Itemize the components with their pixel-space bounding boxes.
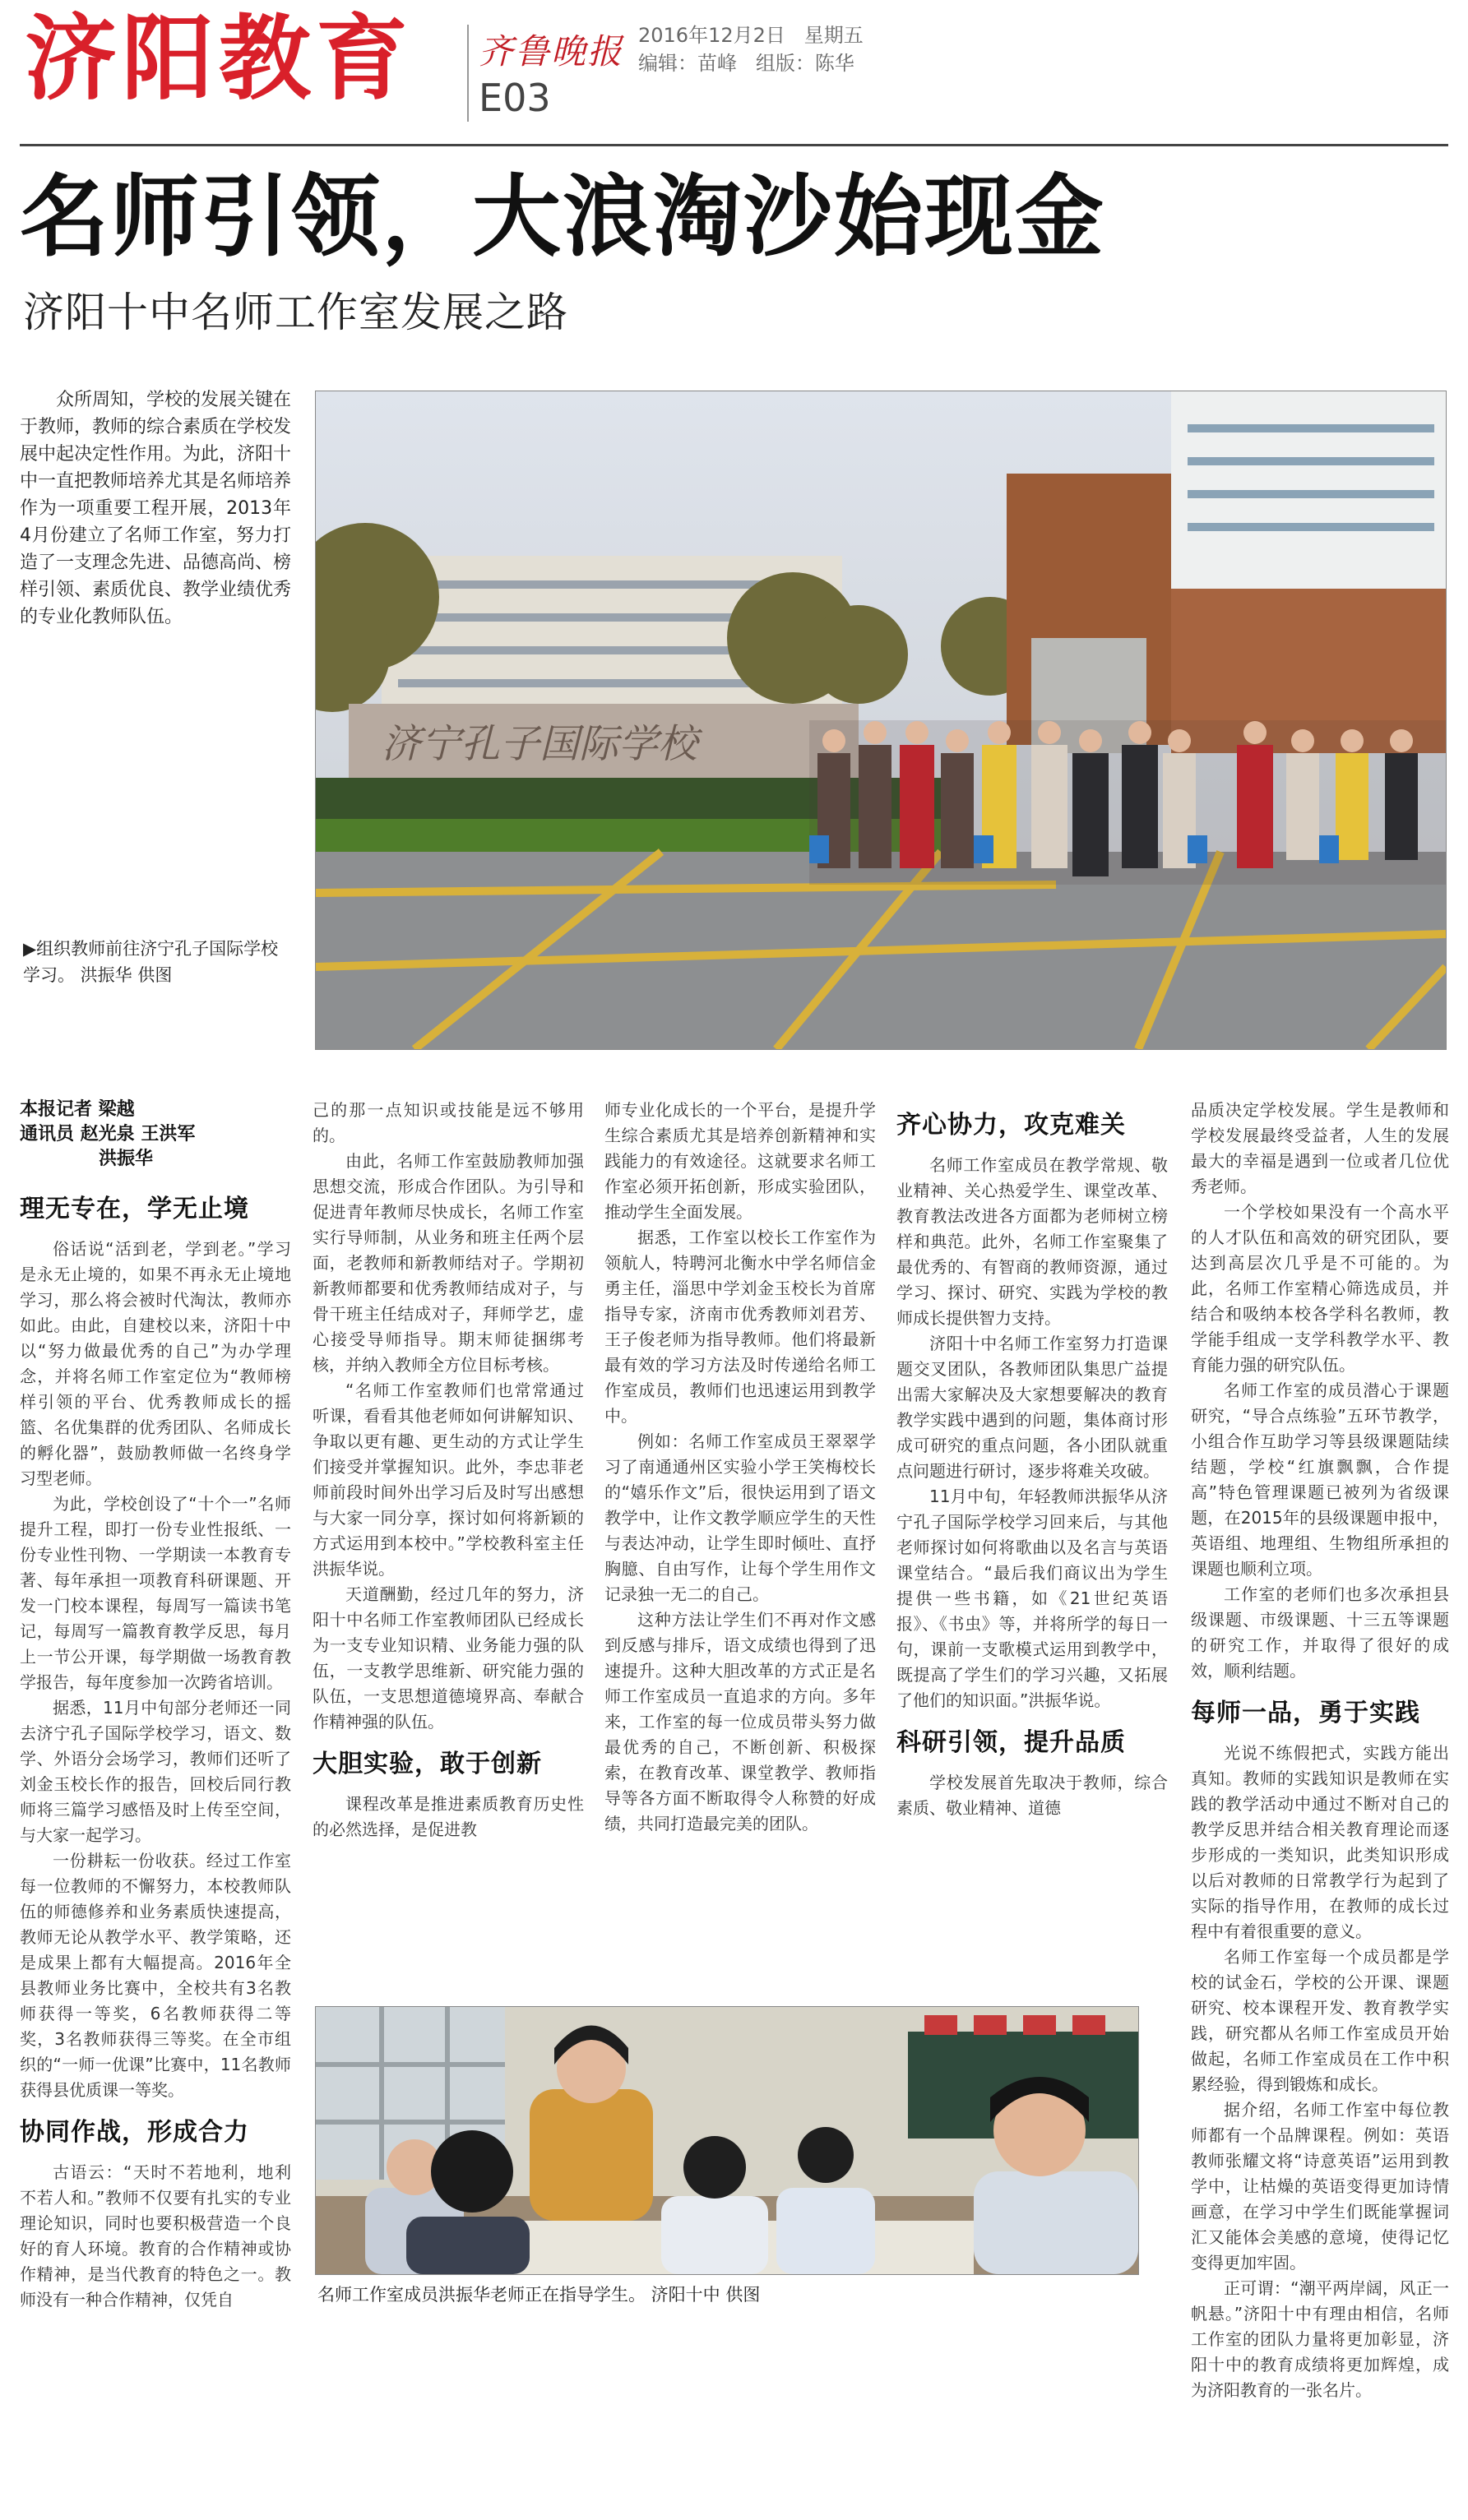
paragraph: 品质决定学校发展。学生是教师和学校发展最终受益者，人生的发展最大的幸福是遇到一位或者几位优秀老师。 bbox=[1191, 1100, 1449, 1196]
photo1-caption: ▶组织教师前往济宁孔子国际学校学习。 洪振华 供图 bbox=[23, 939, 279, 985]
paragraph: 天道酬勤，经过几年的努力，济阳十中名师工作室教师团队已经成长为一支专业知识精、业务能力强的队伍，一支教学思维新、研究能力强的队伍，一支思想道德境界高、奉献合作精神强的队伍。 bbox=[313, 1584, 584, 1732]
section-title: 济阳教育 bbox=[25, 6, 413, 113]
paragraph: 工作室的老师们也多次承担县级课题、市级课题、十三五等课题的研究工作，并取得了很好的成效，顺利结题。 bbox=[1191, 1584, 1449, 1681]
section-heading: 科研引领，提升品质 bbox=[896, 1728, 1126, 1757]
article-headline: 名师引领，大浪淘沙始现金 bbox=[20, 166, 1106, 269]
paragraph: 名师工作室的成员潜心于课题研究，“导合点练验”五环节教学，小组合作互助学习等县级课题陆续结题，学校“红旗飘飘，合作提高”特色管理课题已被列为省级课题，在2015年的县级课题申报中，英语组、地理组、生物组所承担的课题也顺利立项。 bbox=[1191, 1380, 1449, 1579]
paragraph: 为此，学校创设了“十个一”名师提升工程，即打一份专业性报纸、一份专业性刊物、一学期读一本教育专著、每年承担一项教育科研课题、开发一门校本课程，每周写一篇读书笔记，每周写一篇教育教学反思，每月上一节公开课，每学期做一场教育教学报告，每年度参加一次跨省培训。 bbox=[20, 1494, 291, 1692]
paragraph: 正可谓：“潮平两岸阔，风正一帆悬。”济阳十中有理由相信，名师工作室的团队力量将更加彰显，济阳十中的教育成绩将更加辉煌，成为济阳教育的一张名片。 bbox=[1191, 2278, 1449, 2400]
layout-credit: 组版：陈华 bbox=[755, 52, 854, 75]
reporter-byline bbox=[20, 1098, 291, 1172]
byline-correspondent-2: 洪振华 bbox=[99, 1149, 154, 1169]
newspaper-logo: 齐鲁晚报 bbox=[479, 31, 624, 72]
section-heading: 每师一品，勇于实践 bbox=[1191, 1699, 1420, 1727]
paragraph: 学校发展首先取决于教师，综合素质、敬业精神、道德 bbox=[896, 1773, 1168, 1818]
paragraph: 11月中旬，年轻教师洪振华从济宁孔子国际学校学习回来后，与其他老师探讨如何将歌曲以及名言与英语课堂结合。“最后我们商议出为学生提供一些书籍，如《21世纪英语报》、《书虫》等，并将所学的每日一句，课前一支歌模式运用到教学中，既提高了学生们的学习兴趣，又拓展了他们的知识面。”洪振华说。 bbox=[896, 1487, 1168, 1710]
paragraph: “名师工作室教师们也常常通过听课，看看其他老师如何讲解知识、争取以更有趣、更生动的方式让学生们接受并掌握知识。此外，李忠菲老师前段时间外出学习后及时写出感想与大家一同分享，探讨如何将新颖的方式运用到本校中。”学校教科室主任洪振华说。 bbox=[313, 1380, 584, 1579]
column-2 bbox=[313, 1098, 584, 1843]
paragraph: 名师工作室每一个成员都是学校的试金石，学校的公开课、课题研究、校本课程开发、教育教学实践，研究都从名师工作室成员开始做起，名师工作室成员在工作中积累经验，得到锻炼和成长。 bbox=[1191, 1947, 1449, 2094]
issue-meta bbox=[638, 21, 864, 77]
byline-correspondent: 通讯员 赵光泉 王洪军 bbox=[20, 1124, 196, 1144]
paragraph: 名师工作室成员在教学常规、敬业精神、关心热爱学生、课堂改革、教育教法改进各方面都为老师树立榜样和典范。此外，名师工作室聚集了最优秀的、有智商的教师资源，通过学习、探讨、研究、实践为学校的教师成长提供智力支持。 bbox=[896, 1155, 1168, 1328]
column-5 bbox=[1191, 1098, 1449, 2403]
classroom-photo-illustration bbox=[316, 2007, 1138, 2274]
paragraph: 课程改革是推进素质教育历史性的必然选择，是促进教 bbox=[313, 1794, 584, 1839]
paragraph: 一个学校如果没有一个高水平的人才队伍和高效的研究团队，要达到高层次几乎是不可能的。为此，名师工作室精心筛选成员，并结合和吸纳本校各学科名教师，教学能手组成一支学科教学水平、教育能力强的研究队伍。 bbox=[1191, 1202, 1449, 1375]
paragraph: 古语云：“天时不若地利，地利不若人和。”教师不仅要有扎实的专业理论知识，同时也要积极营造一个良好的育人环境。教育的合作精神或协作精神，是当代教育的特色之一。教师没有一种合作精神，仅凭自 bbox=[20, 2162, 291, 2310]
column-1 bbox=[20, 1098, 291, 2313]
group-photo-illustration bbox=[316, 391, 1446, 1049]
photo2-caption: 名师工作室成员洪振华老师正在指导学生。 济阳十中 供图 bbox=[317, 2285, 761, 2305]
paragraph: 据悉，工作室以校长工作室作为领航人，特聘河北衡水中学名师信金勇主任，淄思中学刘金玉校长为首席指导专家，济南市优秀教师刘君芳、王子俊老师为指导教师。他们将最新最有效的学习方法及时传递给名师工作室成员，教师们也迅速运用到教学中。 bbox=[604, 1228, 876, 1426]
paragraph: 由此，名师工作室鼓励教师加强思想交流，形成合作团队。为引导和促进青年教师尽快成长，名师工作室实行导师制，从业务和班主任两个层面，老教师和新教师结对子。学期初新教师都要和优秀教师结成对子，与骨干班主任结成对子，拜师学艺，虚心接受导师指导。期末师徒捆绑考核，并纳入教师全方位目标考核。 bbox=[313, 1151, 584, 1375]
paragraph: 己的那一点知识或技能是远不够用的。 bbox=[313, 1100, 584, 1145]
paragraph: 据介绍，名师工作室中每位教师都有一个品牌课程。例如：英语教师张耀文将“诗意英语”运用到教学中，让枯燥的英语变得更加诗情画意，在学习中学生们既能掌握词汇又能体会美感的意境，使得记忆变得更加牢固。 bbox=[1191, 2100, 1449, 2273]
paragraph: 这种方法让学生们不再对作文感到反感与排斥，语文成绩也得到了迅速提升。这种大胆改革的方式正是名师工作室成员一直追求的方向。多年来，工作室的每一位成员带头努力做最优秀的自己，不断创新、积极探索，在教育改革、课堂教学、教师指导等各方面不断取得令人称赞的好成绩，共同打造最完美的团队。 bbox=[604, 1610, 876, 1833]
section-heading: 齐心协力，攻克难关 bbox=[896, 1111, 1126, 1140]
paragraph: 据悉，11月中旬部分老师还一同去济宁孔子国际学校学习，语文、数学、外语分会场学习，教师们还听了刘金玉校长作的报告，回校后同行教师将三篇学习感悟及时上传至空间，与大家一起学习。 bbox=[20, 1698, 291, 1845]
group-photo bbox=[315, 391, 1447, 1050]
issue-date: 2016年12月2日 bbox=[638, 24, 785, 47]
paragraph: 一份耕耘一份收获。经过工作室每一位教师的不懈努力，本校教师队伍的师德修养和业务素质快速提高，教师无论从教学水平、教学策略，还是成果上都有大幅提高。2016年全县教师业务比赛中，全校共有3名教师获得一等奖，6名教师获得二等奖，3名教师获得三等奖。在全市组织的“一师一优课”比赛中，11名教师获得县优质课一等奖。 bbox=[20, 1851, 291, 2100]
paragraph: 济阳十中名师工作室努力打造课题交叉团队，各教师团队集思广益提出需大家解决及大家想要解决的教育教学实践中遇到的问题，集体商讨形成可研究的重点问题，各小团队就重点问题进行研讨，逐步将难关攻破。 bbox=[896, 1334, 1168, 1481]
article-lead: 众所周知，学校的发展关键在于教师，教师的综合素质在学校发展中起决定性作用。为此，济阳十中一直把教师培养尤其是名师培养作为一项重要工程开展，2013年4月份建立了名师工作室，努力打造了一支理念先进、品德高尚、榜样引领、素质优良、教学业绩优秀的专业化教师队伍。 bbox=[20, 390, 292, 627]
column-4 bbox=[896, 1098, 1168, 1821]
paragraph: 俗话说“活到老，学到老。”学习是永无止境的，如果不再永无止境地学习，那么将会被时代淘汰，教师亦如此。由此，自建校以来，济阳十中以“努力做最优秀的自己”为办学理念，并将名师工作室定位为“教师榜样引领的平台、优秀教师成长的摇篮、名优集群的优秀团队、名师成长的孵化器”，鼓励教师做一名终身学习型老师。 bbox=[20, 1239, 291, 1488]
school-sign-text: 济宁孔子国际学校 bbox=[382, 721, 698, 767]
page-number: E03 bbox=[479, 76, 551, 120]
paragraph: 师专业化成长的一个平台，是提升学生综合素质尤其是培养创新精神和实践能力的有效途径。这就要求名师工作室必须开拓创新，形成实验团队，推动学生全面发展。 bbox=[604, 1100, 876, 1222]
column-3 bbox=[604, 1098, 876, 1837]
classroom-photo bbox=[315, 2006, 1139, 2275]
paragraph: 光说不练假把式，实践方能出真知。教师的实践知识是教师在实践的教学活动中通过不断对自己的教学反思并结合相关教育理论而逐步形成的一类知识，此类知识形成以后对教师的日常教学行为起到了实际的指导作用，在教师的成长过程中有着很重要的意义。 bbox=[1191, 1743, 1449, 1941]
masthead-divider bbox=[467, 25, 469, 122]
paragraph: 例如：名师工作室成员王翠翠学习了南通通州区实验小学王笑梅校长的“嬉乐作文”后，很快运用到了语文教学中，让作文教学顺应学生的天性与表达冲动，让学生即时倾吐、直抒胸臆、自由写作，让每个学生用作文记录独一无二的自己。 bbox=[604, 1431, 876, 1604]
article-subheadline: 济阳十中名师工作室发展之路 bbox=[23, 289, 568, 336]
section-heading: 协同作战，形成合力 bbox=[20, 2118, 249, 2147]
masthead-rule bbox=[20, 144, 1448, 146]
editor-credit: 编辑：苗峰 bbox=[638, 52, 737, 75]
section-heading: 大胆实验，敢于创新 bbox=[313, 1750, 542, 1778]
issue-weekday: 星期五 bbox=[803, 24, 864, 47]
section-heading: 理无专在，学无止境 bbox=[20, 1195, 249, 1223]
byline-reporter: 本报记者 梁越 bbox=[20, 1099, 135, 1120]
